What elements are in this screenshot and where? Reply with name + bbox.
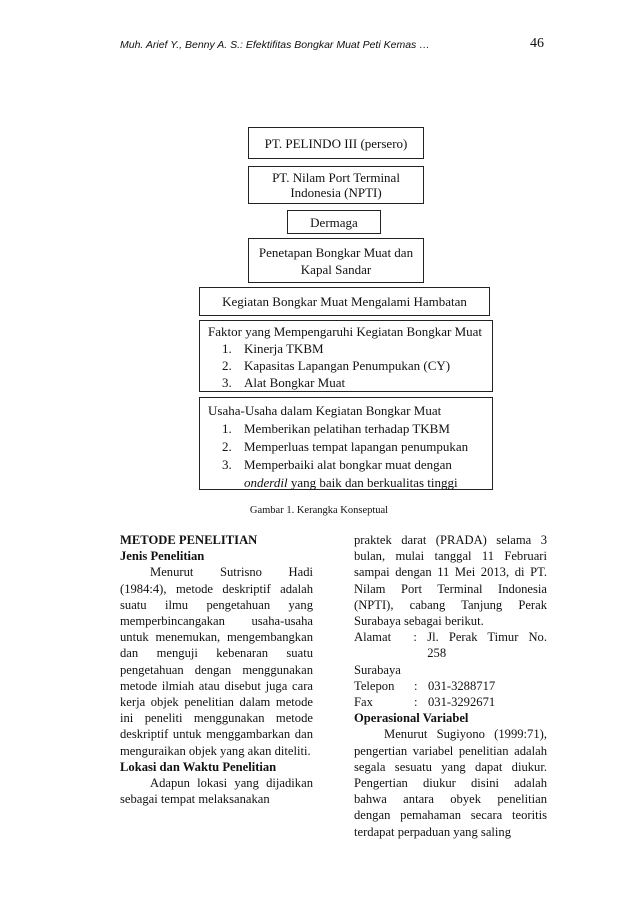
- box-faktor: [199, 320, 493, 392]
- page-number: 46: [530, 36, 544, 51]
- box-npti-line2: Indonesia (NPTI): [290, 185, 382, 200]
- left-column: [120, 532, 313, 807]
- box-npti-line1: PT. Nilam Port Terminal: [272, 170, 400, 185]
- subheading-operasional: Operasional Variabel: [354, 711, 469, 726]
- faktor-list: [200, 340, 492, 391]
- box-npti: [248, 166, 424, 204]
- paragraph-prada: praktek darat (PRADA) selama 3 bulan, mulai tanggal 11 Februari sampai dengan 11 Mei 2013, di PT. Nilam Port Terminal Indonesia (NPTI), cabang Tanjung Perak Surabaya sebagai berikut.: [354, 533, 547, 629]
- box-hambatan-label: Kegiatan Bongkar Muat Mengalami Hambatan: [222, 294, 467, 309]
- list-item: 1. Kinerja TKBM: [222, 341, 324, 356]
- list-item-continuation: onderdil yang baik dan berkualitas tinggi: [244, 475, 458, 490]
- box-penetapan-line2: Kapal Sandar: [300, 261, 372, 277]
- box-hambatan: [199, 287, 490, 316]
- box-penetapan: [248, 238, 424, 283]
- box-faktor-title: Faktor yang Mempengaruhi Kegiatan Bongkar Muat: [208, 324, 483, 339]
- list-item: 3. Alat Bongkar Muat: [222, 375, 346, 390]
- list-item: 1. Memberikan pelatihan terhadap TKBM: [222, 421, 450, 436]
- telepon-row: Telepon : 031-3288717: [354, 678, 496, 693]
- list-item: 3. Memperbaiki alat bongkar muat dengan: [222, 457, 452, 472]
- right-column: [354, 532, 547, 840]
- box-dermaga-label: Dermaga: [310, 214, 358, 230]
- paragraph-operasional: Menurut Sugiyono (1999:71), pengertian variabel penelitian adalah segala sesuatu yang dapat diukur. Pengertian diukur disini adalah bahwa antara obyek penelitian dengan pemahaman secara teoritis terdapat perpaduan yang saling: [354, 727, 547, 839]
- box-pelindo-label: PT. PELINDO III (persero): [264, 135, 408, 151]
- usaha-list: [200, 420, 492, 492]
- list-item: 2. Kapasitas Lapangan Penumpukan (CY): [222, 358, 451, 373]
- box-pelindo: [248, 127, 424, 159]
- section-heading: METODE PENELITIAN: [120, 533, 258, 547]
- subheading-lokasi: Lokasi dan Waktu Penelitian: [120, 759, 277, 774]
- box-usaha: [199, 397, 493, 490]
- subheading-jenis: Jenis Penelitian: [120, 549, 205, 564]
- paragraph-lokasi: Adapun lokasi yang dijadikan sebagai tempat melaksanakan: [120, 776, 313, 807]
- onderdil-italic: onderdil: [244, 475, 288, 490]
- alamat-continuation: Surabaya: [354, 662, 401, 677]
- alamat-row: Alamat : Jl. Perak Timur No. 258: [354, 630, 547, 661]
- running-title: Muh. Arief Y., Benny A. S.: Efektifitas Bongkar Muat Peti Kemas …: [120, 39, 430, 51]
- figure-caption: Gambar 1. Kerangka Konseptual: [249, 505, 389, 516]
- box-usaha-title: Usaha-Usaha dalam Kegiatan Bongkar Muat: [208, 403, 442, 418]
- paragraph-jenis: Menurut Sutrisno Hadi (1984:4), metode deskriptif adalah suatu ilmu pengetahuan yang memperbincangakan usaha-usaha untuk menemukan, mengembangkan dan menguji kebenaran suatu pengetahuan dengan menggunakan metode ilmiah atau disebut juga cara kerja objek penelitian dalam metode ini peneliti menggunakan metode deskriptif untuk menggambarkan dan menguraikan objek yang akan diteliti.: [120, 565, 313, 758]
- list-item: 2. Memperluas tempat lapangan penumpukan: [222, 439, 469, 454]
- box-penetapan-line1: Penetapan Bongkar Muat dan: [258, 244, 414, 260]
- box-dermaga: [287, 210, 381, 234]
- fax-row: Fax : 031-3292671: [354, 695, 496, 710]
